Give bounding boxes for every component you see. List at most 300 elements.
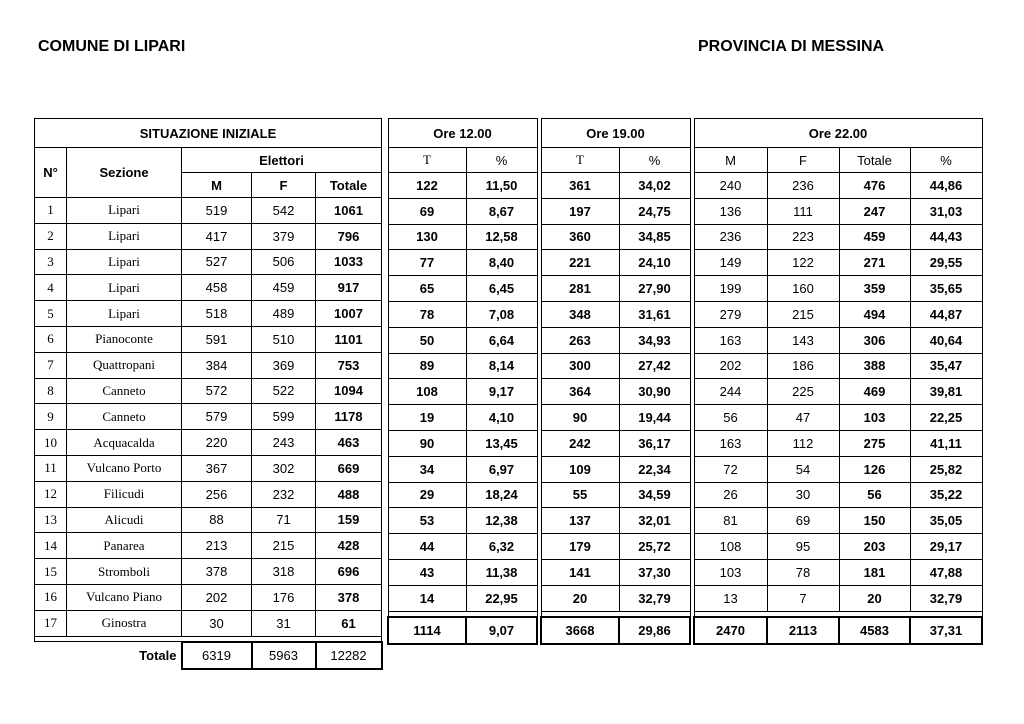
ore-19-pct: 32,01 (619, 508, 690, 534)
table-row (694, 585, 982, 611)
elettori-m: 458 (182, 275, 252, 301)
ore-22-m: 244 (694, 379, 767, 405)
ore-22-pct: 31,03 (910, 198, 982, 224)
ore-22-f: 122 (767, 250, 839, 276)
ore-22-m: 108 (694, 534, 767, 560)
ore-19-t: 55 (541, 482, 619, 508)
elettori-m: 88 (182, 507, 252, 533)
ore-22-pct: 44,87 (910, 301, 982, 327)
table-row (388, 327, 537, 353)
table-row (388, 559, 537, 585)
elettori-f: 459 (252, 275, 316, 301)
ore-22-f: 160 (767, 276, 839, 302)
ore-12-pct: 22,95 (466, 585, 537, 611)
table-row (541, 276, 690, 302)
ore-22-pct: 32,79 (910, 585, 982, 611)
ore-22-totale: 306 (839, 327, 910, 353)
ore-19-pct-header: % (619, 148, 690, 173)
ore-12-pct: 6,64 (466, 327, 537, 353)
ore-19-t: 179 (541, 534, 619, 560)
ore-22-pct: 22,25 (910, 405, 982, 431)
table-row (541, 198, 690, 224)
ore-19-t: 348 (541, 301, 619, 327)
table-row (541, 301, 690, 327)
table-row (35, 430, 382, 456)
ore-22-f: 186 (767, 353, 839, 379)
sezione-name: Pianoconte (67, 326, 182, 352)
table-row (388, 482, 537, 508)
elettori-totale: 159 (316, 507, 382, 533)
totale-ore-19-t: 3668 (541, 617, 619, 644)
ore-22-pct: 44,86 (910, 173, 982, 199)
provincia-title: PROVINCIA DI MESSINA (698, 38, 885, 55)
elettori-f: 302 (252, 455, 316, 481)
ore-19-t: 109 (541, 456, 619, 482)
table-row (541, 456, 690, 482)
ore-22-totale: 203 (839, 534, 910, 560)
sezione-number: 3 (35, 249, 67, 275)
elettori-m: 202 (182, 584, 252, 610)
sezione-number: 16 (35, 584, 67, 610)
sezione-name: Lipari (67, 223, 182, 249)
sezione-number: 17 (35, 610, 67, 636)
ore-22-totale: 20 (839, 585, 910, 611)
ore-12-t: 89 (388, 353, 466, 379)
ore-22-f: 236 (767, 173, 839, 199)
elettori-m: 30 (182, 610, 252, 636)
table-row (388, 224, 537, 250)
table-row (35, 378, 382, 404)
totale-ore-22-pct: 37,31 (910, 617, 982, 644)
table-row (694, 276, 982, 302)
elettori-f: 215 (252, 533, 316, 559)
totale-label: Totale (139, 647, 177, 663)
ore-12-table (387, 118, 538, 645)
ore-12-pct: 8,14 (466, 353, 537, 379)
ore-22-f: 47 (767, 405, 839, 431)
elettori-f: 599 (252, 404, 316, 430)
sezione-number: 1 (35, 198, 67, 224)
ore-22-totale: 469 (839, 379, 910, 405)
elettori-totale: 1178 (316, 404, 382, 430)
table-row (35, 455, 382, 481)
sezione-name: Lipari (67, 275, 182, 301)
ore-22-totale: 103 (839, 405, 910, 431)
elettori-f: 542 (252, 198, 316, 224)
table-row (694, 250, 982, 276)
table-row (388, 534, 537, 560)
ore-19-pct: 24,10 (619, 250, 690, 276)
ore-22-m: 81 (694, 508, 767, 534)
elettori-m: 367 (182, 455, 252, 481)
sezione-name: Filicudi (67, 481, 182, 507)
totale-m: 6319 (182, 642, 252, 669)
ore-19-t: 141 (541, 559, 619, 585)
table-row (694, 224, 982, 250)
ore-12-pct: 11,38 (466, 559, 537, 585)
ore-22-totale: 459 (839, 224, 910, 250)
table-row (694, 559, 982, 585)
table-row (35, 610, 382, 636)
ore-12-pct: 11,50 (466, 173, 537, 199)
table-row (388, 430, 537, 456)
ore-22-f: 7 (767, 585, 839, 611)
sezione-number: 11 (35, 455, 67, 481)
elettori-f: 522 (252, 378, 316, 404)
ore-12-pct-header: % (466, 148, 537, 173)
elettori-f: 506 (252, 249, 316, 275)
ore-19-table (540, 118, 691, 645)
elettori-m: 417 (182, 223, 252, 249)
ore-12-t: 50 (388, 327, 466, 353)
ore-22-title: Ore 22.00 (694, 119, 982, 148)
table-row (541, 353, 690, 379)
ore-22-pct: 29,17 (910, 534, 982, 560)
comune-title: COMUNE DI LIPARI (38, 38, 186, 55)
ore-19-t: 90 (541, 405, 619, 431)
elettori-m: 591 (182, 326, 252, 352)
elettori-f: 510 (252, 326, 316, 352)
ore-19-t: 137 (541, 508, 619, 534)
table-row (388, 198, 537, 224)
ore-22-totale: 275 (839, 430, 910, 456)
ore-12-t: 19 (388, 405, 466, 431)
totale-ore-12-pct: 9,07 (466, 617, 537, 644)
col-sezione-header: Sezione (67, 148, 182, 198)
table-row (388, 379, 537, 405)
ore-19-t: 300 (541, 353, 619, 379)
ore-22-m: 72 (694, 456, 767, 482)
sezione-name: Vulcano Porto (67, 455, 182, 481)
table-row (541, 585, 690, 611)
ore-22-pct: 35,65 (910, 276, 982, 302)
table-row (694, 173, 982, 199)
totale-ore-19-pct: 29,86 (619, 617, 690, 644)
table-row (35, 584, 382, 610)
table-row (388, 353, 537, 379)
ore-22-totale: 56 (839, 482, 910, 508)
elettori-m: 378 (182, 559, 252, 585)
totale-ore-12-t: 1114 (388, 617, 466, 644)
elettori-m: 220 (182, 430, 252, 456)
table-row (35, 223, 382, 249)
ore-22-pct: 35,22 (910, 482, 982, 508)
ore-22-m: 56 (694, 405, 767, 431)
ore-19-pct: 36,17 (619, 430, 690, 456)
ore-22-f: 54 (767, 456, 839, 482)
table-row (388, 456, 537, 482)
ore-22-totale: 494 (839, 301, 910, 327)
ore-12-t: 14 (388, 585, 466, 611)
table-row (35, 301, 382, 327)
elettori-m: 519 (182, 198, 252, 224)
table-row (541, 327, 690, 353)
ore-19-pct: 34,02 (619, 173, 690, 199)
ore-22-m: 236 (694, 224, 767, 250)
col-n-header: N° (35, 148, 67, 198)
ore-12-t: 108 (388, 379, 466, 405)
elettori-f: 176 (252, 584, 316, 610)
table-row (541, 379, 690, 405)
elettori-totale: 61 (316, 610, 382, 636)
table-row (694, 198, 982, 224)
col-elettori-header: Elettori (182, 148, 382, 173)
ore-19-pct: 19,44 (619, 405, 690, 431)
ore-22-totale: 247 (839, 198, 910, 224)
table-row (541, 617, 690, 644)
elettori-totale: 1007 (316, 301, 382, 327)
ore-19-pct: 25,72 (619, 534, 690, 560)
col-totale-header: Totale (316, 173, 382, 198)
elettori-totale: 1094 (316, 378, 382, 404)
elettori-totale: 696 (316, 559, 382, 585)
situazione-iniziale-table (34, 118, 383, 670)
table-row (694, 379, 982, 405)
ore-19-pct: 27,90 (619, 276, 690, 302)
elettori-totale: 669 (316, 455, 382, 481)
elettori-f: 379 (252, 223, 316, 249)
sezione-number: 10 (35, 430, 67, 456)
ore-12-pct: 6,45 (466, 276, 537, 302)
table-row (388, 617, 537, 644)
table-row (388, 585, 537, 611)
table-row (541, 430, 690, 456)
ore-19-t: 20 (541, 585, 619, 611)
ore-19-t: 221 (541, 250, 619, 276)
elettori-totale: 463 (316, 430, 382, 456)
totale-ore-22-f: 2113 (767, 617, 839, 644)
table-row (541, 508, 690, 534)
ore-22-f: 143 (767, 327, 839, 353)
ore-22-f: 78 (767, 559, 839, 585)
ore-12-pct: 9,17 (466, 379, 537, 405)
ore-22-totale: 181 (839, 559, 910, 585)
sezione-number: 12 (35, 481, 67, 507)
ore-12-t: 43 (388, 559, 466, 585)
sezione-number: 8 (35, 378, 67, 404)
ore-22-m: 149 (694, 250, 767, 276)
ore-12-t: 65 (388, 276, 466, 302)
ore-22-m: 163 (694, 327, 767, 353)
table-row (35, 507, 382, 533)
table-row (35, 249, 382, 275)
ore-19-t: 364 (541, 379, 619, 405)
sezione-name: Lipari (67, 198, 182, 224)
sezione-name: Canneto (67, 378, 182, 404)
ore-22-pct: 35,05 (910, 508, 982, 534)
elettori-f: 31 (252, 610, 316, 636)
ore-12-t: 34 (388, 456, 466, 482)
table-row (694, 327, 982, 353)
table-row (541, 405, 690, 431)
table-row (694, 353, 982, 379)
ore-22-m: 240 (694, 173, 767, 199)
sezione-name: Lipari (67, 301, 182, 327)
ore-19-pct: 32,79 (619, 585, 690, 611)
elettori-totale: 488 (316, 481, 382, 507)
sezione-number: 14 (35, 533, 67, 559)
ore-12-pct: 12,58 (466, 224, 537, 250)
ore-19-t: 197 (541, 198, 619, 224)
sezione-name: Acquacalda (67, 430, 182, 456)
sezione-number: 9 (35, 404, 67, 430)
elettori-m: 256 (182, 481, 252, 507)
elettori-totale: 917 (316, 275, 382, 301)
ore-12-pct: 6,97 (466, 456, 537, 482)
ore-19-pct: 37,30 (619, 559, 690, 585)
ore-12-t: 78 (388, 301, 466, 327)
ore-22-m-header: M (694, 148, 767, 173)
ore-22-totale: 476 (839, 173, 910, 199)
ore-19-t: 360 (541, 224, 619, 250)
ore-12-title: Ore 12.00 (388, 119, 537, 148)
ore-22-pct: 40,64 (910, 327, 982, 353)
ore-12-t-header: T (388, 148, 466, 173)
table-row (541, 534, 690, 560)
ore-12-t: 44 (388, 534, 466, 560)
table-row (541, 173, 690, 199)
sezione-name: Ginostra (67, 610, 182, 636)
ore-12-t: 122 (388, 173, 466, 199)
ore-12-pct: 8,67 (466, 198, 537, 224)
ore-12-pct: 18,24 (466, 482, 537, 508)
ore-22-f: 30 (767, 482, 839, 508)
situazione-iniziale-title: SITUAZIONE INIZIALE (35, 119, 382, 148)
elettori-f: 489 (252, 301, 316, 327)
ore-12-pct: 8,40 (466, 250, 537, 276)
ore-22-m: 279 (694, 301, 767, 327)
ore-22-pct: 41,11 (910, 430, 982, 456)
sezione-number: 4 (35, 275, 67, 301)
col-f-header: F (252, 173, 316, 198)
elettori-totale: 753 (316, 352, 382, 378)
sezione-name: Quattropani (67, 352, 182, 378)
ore-22-m: 26 (694, 482, 767, 508)
totale-ore-22-m: 2470 (694, 617, 767, 644)
ore-22-f: 215 (767, 301, 839, 327)
sezione-name: Stromboli (67, 559, 182, 585)
ore-22-pct: 47,88 (910, 559, 982, 585)
elettori-totale: 1033 (316, 249, 382, 275)
ore-19-pct: 34,59 (619, 482, 690, 508)
elettori-totale: 428 (316, 533, 382, 559)
ore-19-title: Ore 19.00 (541, 119, 690, 148)
totale-ore-22-totale: 4583 (839, 617, 910, 644)
sezione-number: 2 (35, 223, 67, 249)
sezione-name: Alicudi (67, 507, 182, 533)
elettori-totale: 796 (316, 223, 382, 249)
ore-22-totale: 126 (839, 456, 910, 482)
ore-19-t: 242 (541, 430, 619, 456)
col-m-header: M (182, 173, 252, 198)
ore-19-pct: 31,61 (619, 301, 690, 327)
table-row (694, 456, 982, 482)
ore-22-f-header: F (767, 148, 839, 173)
table-row (541, 482, 690, 508)
table-row (35, 533, 382, 559)
ore-19-t: 263 (541, 327, 619, 353)
ore-12-pct: 13,45 (466, 430, 537, 456)
table-row (694, 430, 982, 456)
table-row (694, 617, 982, 644)
elettori-m: 213 (182, 533, 252, 559)
ore-22-f: 111 (767, 198, 839, 224)
ore-12-t: 77 (388, 250, 466, 276)
table-row (541, 250, 690, 276)
ore-19-pct: 22,34 (619, 456, 690, 482)
elettori-m: 579 (182, 404, 252, 430)
ore-22-totale: 388 (839, 353, 910, 379)
ore-22-table (693, 118, 983, 645)
table-row (35, 352, 382, 378)
sezione-number: 15 (35, 559, 67, 585)
table-row (35, 326, 382, 352)
table-row (541, 559, 690, 585)
ore-19-t: 281 (541, 276, 619, 302)
sezione-number: 7 (35, 352, 67, 378)
ore-12-t: 69 (388, 198, 466, 224)
ore-22-m: 202 (694, 353, 767, 379)
ore-22-pct: 25,82 (910, 456, 982, 482)
elettori-f: 71 (252, 507, 316, 533)
ore-19-pct: 27,42 (619, 353, 690, 379)
table-row (388, 276, 537, 302)
table-row (541, 224, 690, 250)
ore-12-t: 29 (388, 482, 466, 508)
elettori-f: 369 (252, 352, 316, 378)
ore-22-m: 163 (694, 430, 767, 456)
sezione-name: Lipari (67, 249, 182, 275)
ore-12-t: 130 (388, 224, 466, 250)
elettori-totale: 1061 (316, 198, 382, 224)
table-row (35, 642, 382, 669)
table-row (694, 301, 982, 327)
ore-22-pct-header: % (910, 148, 982, 173)
ore-12-pct: 6,32 (466, 534, 537, 560)
sezione-name: Vulcano Piano (67, 584, 182, 610)
ore-19-pct: 34,85 (619, 224, 690, 250)
table-row (388, 250, 537, 276)
ore-22-m: 136 (694, 198, 767, 224)
elettori-totale: 378 (316, 584, 382, 610)
sezione-number: 5 (35, 301, 67, 327)
table-row (694, 405, 982, 431)
ore-12-pct: 7,08 (466, 301, 537, 327)
table-row (694, 482, 982, 508)
elettori-f: 243 (252, 430, 316, 456)
table-row (388, 173, 537, 199)
ore-22-f: 225 (767, 379, 839, 405)
ore-19-pct: 24,75 (619, 198, 690, 224)
ore-19-pct: 30,90 (619, 379, 690, 405)
ore-19-t: 361 (541, 173, 619, 199)
ore-22-f: 69 (767, 508, 839, 534)
sezione-name: Panarea (67, 533, 182, 559)
elettori-totale: 1101 (316, 326, 382, 352)
table-row (35, 481, 382, 507)
ore-19-pct: 34,93 (619, 327, 690, 353)
sezione-number: 13 (35, 507, 67, 533)
ore-22-f: 95 (767, 534, 839, 560)
ore-12-pct: 4,10 (466, 405, 537, 431)
table-row (388, 405, 537, 431)
ore-22-totale: 271 (839, 250, 910, 276)
ore-22-totale: 359 (839, 276, 910, 302)
ore-22-m: 13 (694, 585, 767, 611)
totale-f: 5963 (252, 642, 316, 669)
table-row (388, 508, 537, 534)
ore-22-pct: 44,43 (910, 224, 982, 250)
